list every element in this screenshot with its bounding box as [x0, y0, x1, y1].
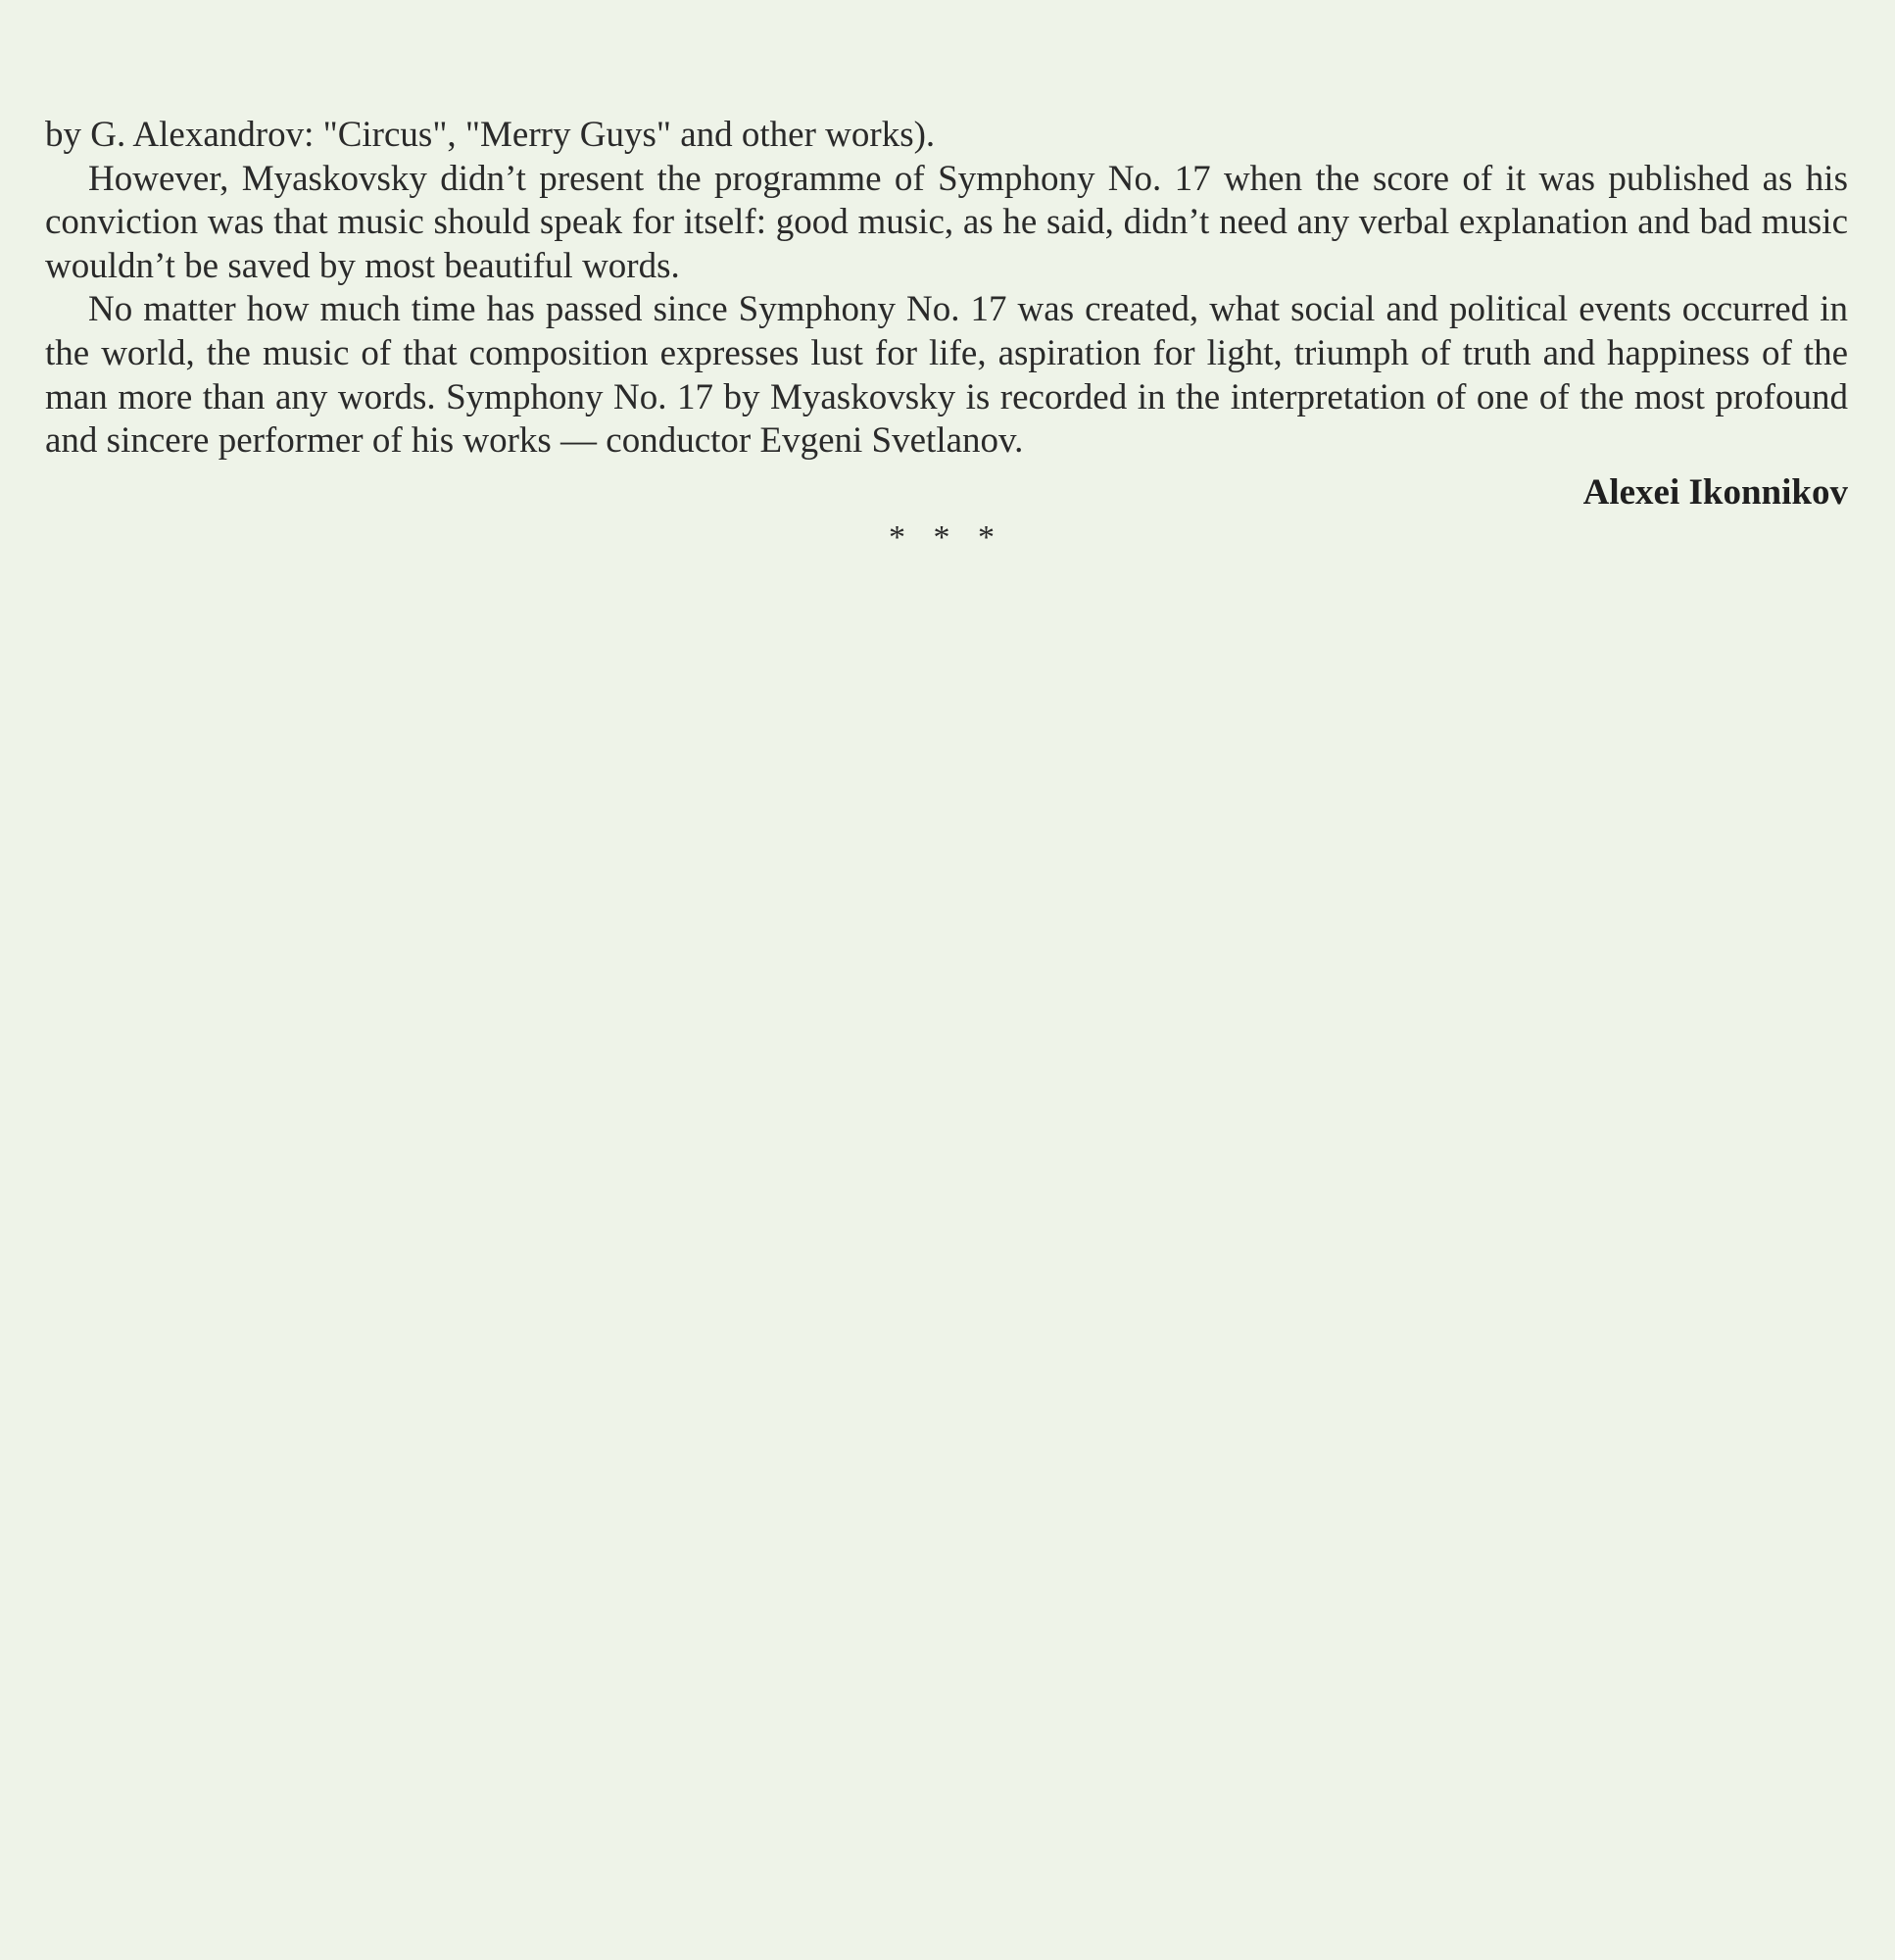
author-signature: Alexei Ikonnikov	[1582, 471, 1848, 513]
section-separator: * * *	[889, 519, 1004, 557]
paragraph-continuation: by G. Alexandrov: "Circus", "Merry Guys" and other works).	[45, 115, 936, 155]
paragraph-programme: However, Myaskovsky didn’t present the programme of Symphony No. 17 when the score of it was published as his conviction was that music should speak for itself: good music, as he said, didn’t need any verbal explanation and bad music wouldn’t be saved by most beautiful words.	[45, 158, 1848, 286]
paragraph-legacy: No matter how much time has passed since Symphony No. 17 was created, what social and political events occurred in the world, the music of that composition expresses lust for life, aspiration for light, triumph of truth and happiness of the man more than any words. Symphony No. 17 by Myaskovsky is recorded in the interpretation of one of the most profound and sincere performer of his works — conductor Evgeni Svetlanov.	[45, 289, 1848, 462]
text-block	[45, 114, 1848, 561]
